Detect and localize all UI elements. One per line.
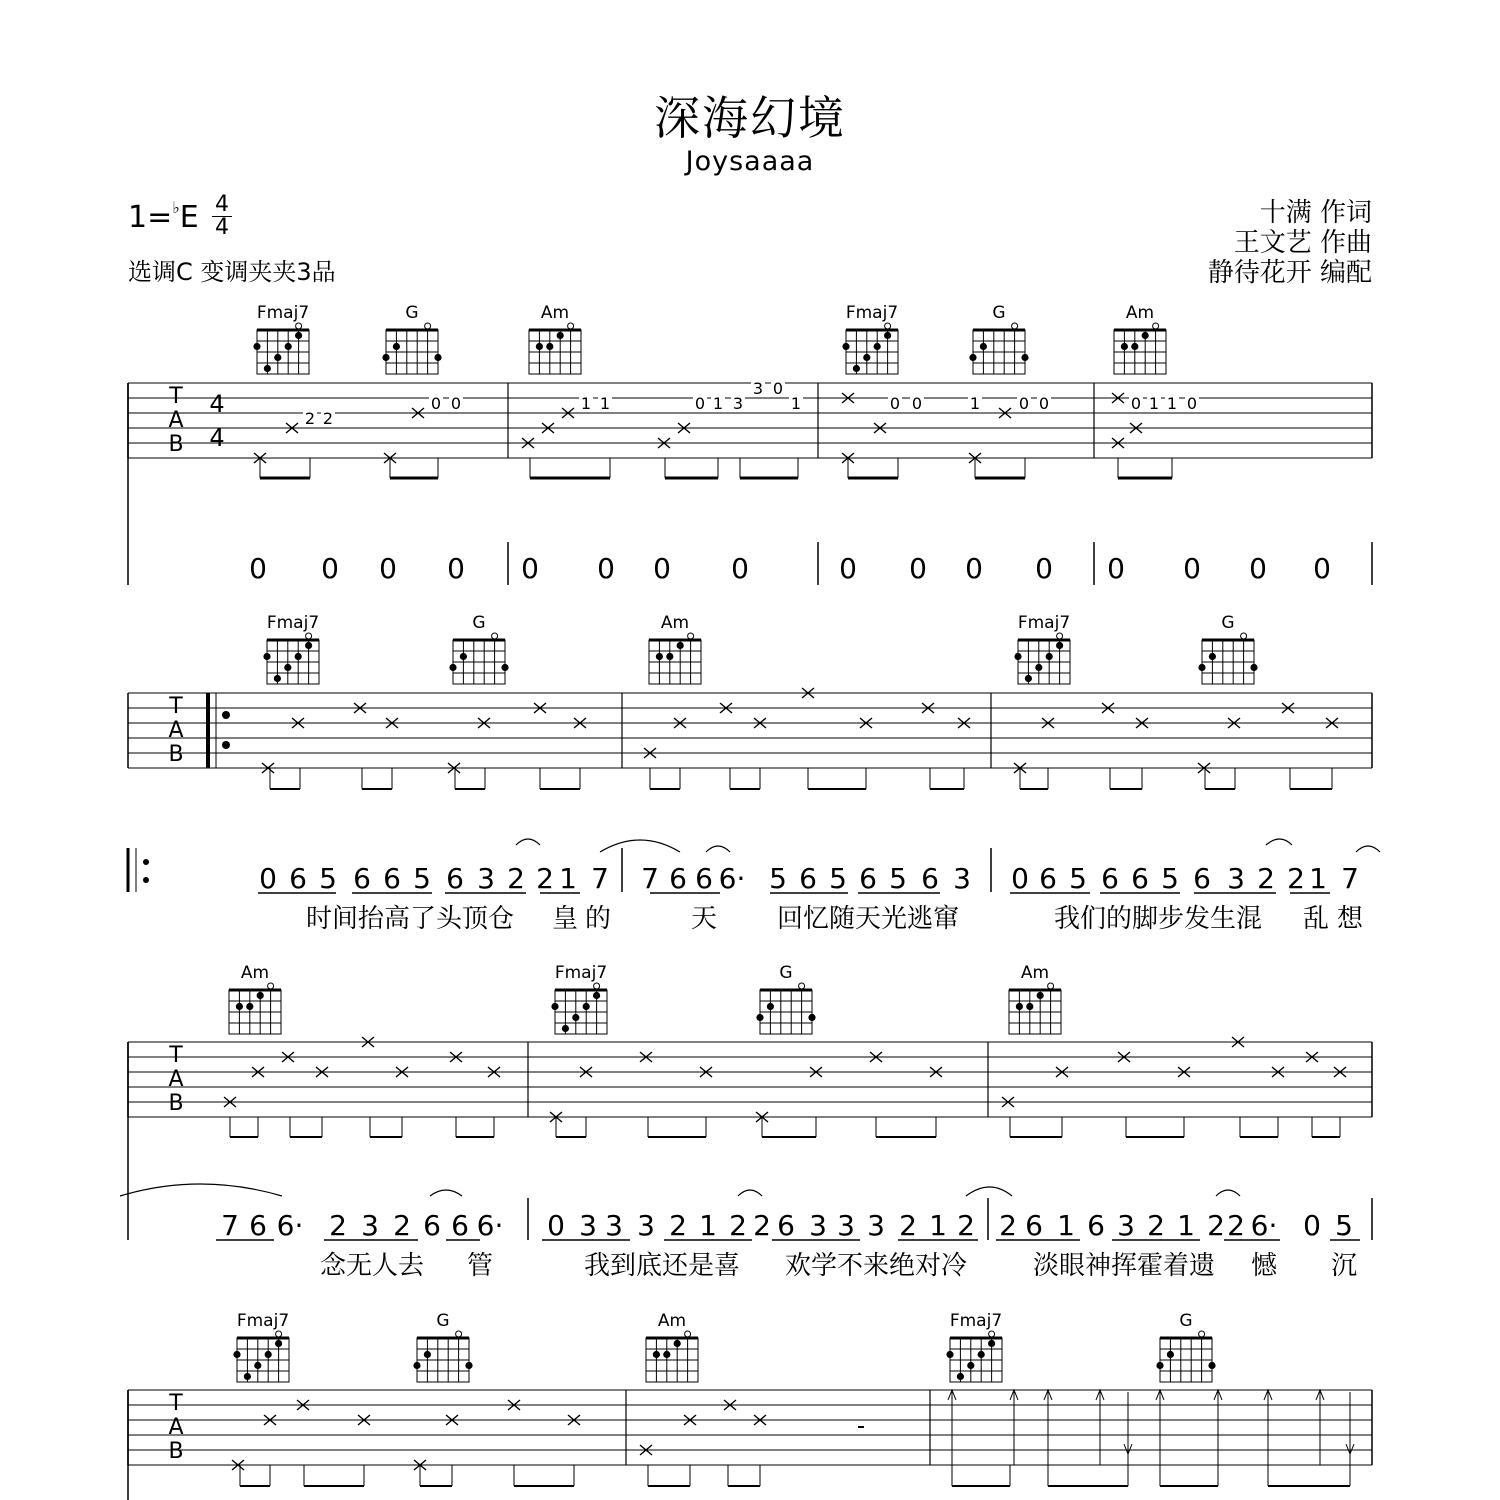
jianpu-note: 6 [1101, 862, 1119, 895]
jianpu-note: 3 [579, 1209, 597, 1242]
chord-name: Fmaj7 [949, 1311, 1003, 1331]
finger-dot [449, 664, 456, 671]
tab-clef: A [168, 1067, 184, 1092]
open-string [688, 633, 694, 639]
tie [738, 1190, 762, 1196]
finger-dot [967, 1362, 974, 1369]
open-string [885, 323, 891, 329]
jianpu-note: 1 [1309, 862, 1327, 895]
jianpu-note: 0 [259, 862, 277, 895]
jianpu-note: 0 [731, 552, 749, 585]
jianpu-note: 3 [809, 1209, 827, 1242]
open-string [492, 633, 498, 639]
jianpu-note: 0 [249, 552, 267, 585]
finger-dot [393, 343, 400, 350]
chord-name: G [779, 963, 793, 983]
tab-number: 0 [1186, 394, 1198, 413]
tab-number: 1 [599, 394, 611, 413]
finger-dot [434, 354, 441, 361]
jianpu-note: 2 [1147, 1209, 1165, 1242]
jianpu-note: 3 [361, 1209, 379, 1242]
open-string [799, 983, 805, 989]
finger-dot [274, 675, 281, 682]
jianpu-note: 1 [929, 1209, 947, 1242]
tab-number: 0 [1130, 394, 1142, 413]
chord-name: G [405, 303, 419, 323]
tie [1216, 1190, 1240, 1196]
finger-dot [1026, 1003, 1033, 1010]
jianpu-note: 3 [837, 1209, 855, 1242]
finger-dot [1016, 1003, 1023, 1010]
finger-dot [254, 1362, 261, 1369]
composer-credit: 王文艺 作曲 [1233, 228, 1372, 258]
jianpu-note: 0 [1303, 1209, 1321, 1242]
finger-dot [236, 1003, 243, 1010]
finger-dot [1209, 653, 1216, 660]
tab-number: 0 [694, 394, 706, 413]
jianpu-note: 5 [1335, 1209, 1353, 1242]
chord-name: Am [1125, 303, 1155, 323]
jianpu-note: 2 [1287, 862, 1305, 895]
open-string [276, 1331, 282, 1337]
jianpu-note: 0 [965, 552, 983, 585]
jianpu-note: 6 [921, 862, 939, 895]
jianpu-note: 1 [1177, 1209, 1195, 1242]
finger-dot [884, 332, 891, 339]
tab-number: 0 [889, 394, 901, 413]
jianpu-note: 2 [507, 862, 525, 895]
jianpu-note: 3 [1117, 1209, 1135, 1242]
tab-clef: T [169, 1391, 183, 1416]
open-string [568, 323, 574, 329]
repeat-dot [222, 741, 230, 749]
open-string [594, 983, 600, 989]
jianpu-note: 6 [695, 862, 713, 895]
tie [706, 846, 730, 852]
finger-dot [382, 354, 389, 361]
jianpu-note: 1 [1057, 1209, 1075, 1242]
jianpu-note: 6 [859, 862, 877, 895]
repeat-dot [222, 711, 230, 719]
chord-name: G [992, 303, 1006, 323]
chord-name: Am [540, 303, 570, 323]
time-sig-top: 4 [215, 192, 229, 217]
jianpu-note: 2 [1257, 862, 1275, 895]
open-string [456, 1331, 462, 1337]
open-string [268, 983, 274, 989]
finger-dot [957, 1373, 964, 1380]
finger-dot [275, 1340, 282, 1347]
finger-dot [593, 992, 600, 999]
tab-clef: A [168, 718, 184, 743]
tab-time-bottom: 4 [209, 424, 225, 452]
jianpu-note: 0 [597, 552, 615, 585]
jianpu-note: 1 [699, 1209, 717, 1242]
tab-number: 1 [790, 394, 802, 413]
jianpu-note: 3 [477, 862, 495, 895]
chord-name: Am [660, 613, 690, 633]
finger-dot [653, 1351, 660, 1358]
finger-dot [1250, 664, 1257, 671]
time-sig-bottom: 4 [212, 216, 232, 239]
jianpu-note: 7 [221, 1209, 239, 1242]
tab-number: 1 [1166, 394, 1178, 413]
tab-number: 0 [772, 379, 784, 398]
jianpu-note: 2 [536, 862, 554, 895]
finger-dot [1167, 1351, 1174, 1358]
jianpu-note: 5 [319, 862, 337, 895]
jianpu-note: 5 [1161, 862, 1179, 895]
jianpu-note: 0 [1011, 862, 1029, 895]
chord-name: Am [657, 1311, 687, 1331]
jianpu-note: 0 [547, 1209, 565, 1242]
finger-dot [1037, 992, 1044, 999]
lyric: 天 [690, 904, 718, 934]
finger-dot [674, 1340, 681, 1347]
jianpu-note: 6· [1250, 1209, 1278, 1242]
finger-dot [978, 1351, 985, 1358]
finger-dot [969, 354, 976, 361]
open-string [1241, 633, 1247, 639]
lyric: 管 [466, 1251, 494, 1281]
jianpu-note: 6 [249, 1209, 267, 1242]
artist-name: Joysaaaa [685, 146, 815, 177]
finger-dot [1121, 343, 1128, 350]
finger-dot [265, 1351, 272, 1358]
open-string [1012, 323, 1018, 329]
lyric: 我们的脚步发生混 [1053, 904, 1263, 934]
lyric: 时间抬高了头顶仓 [305, 904, 515, 934]
finger-dot [808, 1014, 815, 1021]
finger-dot [980, 343, 987, 350]
jianpu-note: 6 [423, 1209, 441, 1242]
jianpu-note: 2 [899, 1209, 917, 1242]
jianpu-note: 2 [329, 1209, 347, 1242]
chord-name: Fmaj7 [266, 613, 320, 633]
jianpu-note: 2 [393, 1209, 411, 1242]
jianpu-note: 6· [718, 862, 746, 895]
lyric: 念无人去 [319, 1251, 425, 1281]
tie [1266, 839, 1292, 845]
tab-number: 0 [450, 394, 462, 413]
tab-number: 1 [580, 394, 592, 413]
tab-number: 1 [969, 394, 981, 413]
finger-dot [1142, 332, 1149, 339]
tie [600, 840, 680, 852]
finger-dot [1156, 1362, 1163, 1369]
chord-name: Fmaj7 [256, 303, 310, 323]
finger-dot [1056, 642, 1063, 649]
open-string [1153, 323, 1159, 329]
tab-clef: T [169, 384, 183, 409]
key-note: E [179, 200, 199, 235]
jianpu-note: 0 [1313, 552, 1331, 585]
tab-number: 0 [1018, 394, 1030, 413]
jianpu-note: 3 [953, 862, 971, 895]
repeat-dot [143, 877, 149, 883]
finger-dot [663, 1351, 670, 1358]
jianpu-note: 2 [1207, 1209, 1225, 1242]
arranger-credit: 静待花开 编配 [1207, 258, 1372, 288]
finger-dot [1208, 1362, 1215, 1369]
jianpu-note: 5 [1069, 862, 1087, 895]
jianpu-note: 6 [799, 862, 817, 895]
jianpu-note: 3 [605, 1209, 623, 1242]
jianpu-note: 5 [769, 862, 787, 895]
lyric: 的 [584, 904, 612, 934]
open-string [1057, 633, 1063, 639]
jianpu-note: 6 [451, 1209, 469, 1242]
finger-dot [1198, 664, 1205, 671]
tab-number: 3 [752, 379, 764, 398]
lyricist-credit: 十满 作词 [1259, 198, 1372, 228]
tab-number: 1 [1148, 394, 1160, 413]
tab-clef: T [169, 1043, 183, 1068]
open-string [1199, 1331, 1205, 1337]
open-string [425, 323, 431, 329]
jianpu-note: 6· [476, 1209, 504, 1242]
tab-clef: B [168, 1091, 184, 1116]
finger-dot [244, 1373, 251, 1380]
finger-dot [666, 653, 673, 660]
finger-dot [572, 1014, 579, 1021]
jianpu-note: 6 [669, 862, 687, 895]
finger-dot [863, 354, 870, 361]
finger-dot [501, 664, 508, 671]
finger-dot [263, 653, 270, 660]
finger-dot [853, 365, 860, 372]
finger-dot [756, 1014, 763, 1021]
jianpu-note: 0 [1107, 552, 1125, 585]
tab-number: 1 [712, 394, 724, 413]
finger-dot [253, 343, 260, 350]
open-string [296, 323, 302, 329]
jianpu-note: 6· [276, 1209, 304, 1242]
jianpu-note: 2 [999, 1209, 1017, 1242]
lyric: 憾 [1250, 1251, 1278, 1281]
jianpu-note: 2 [729, 1209, 747, 1242]
finger-dot [246, 1003, 253, 1010]
chord-name: G [1221, 613, 1235, 633]
finger-dot [583, 1003, 590, 1010]
jianpu-note: 0 [321, 552, 339, 585]
lyric: 我到底还是喜 [583, 1251, 741, 1281]
tab-time-top: 4 [209, 390, 225, 418]
key-prefix: 1= [128, 200, 173, 235]
finger-dot [874, 343, 881, 350]
jianpu-note: 6 [1087, 1209, 1105, 1242]
finger-dot [677, 642, 684, 649]
finger-dot [274, 354, 281, 361]
tie [516, 839, 540, 845]
jianpu-note: 6 [289, 862, 307, 895]
tie [966, 1187, 1012, 1196]
open-string [306, 633, 312, 639]
chord-name: Fmaj7 [554, 963, 608, 983]
chord-name: G [436, 1311, 450, 1331]
finger-dot [562, 1025, 569, 1032]
tab-clef: T [169, 694, 183, 719]
jianpu-note: 6 [777, 1209, 795, 1242]
open-string [685, 1331, 691, 1337]
lyric: 回忆随天光逃窜 [776, 904, 960, 934]
jianpu-note: 2 [669, 1209, 687, 1242]
finger-dot [1035, 664, 1042, 671]
jianpu-note: 0 [521, 552, 539, 585]
tab-clef: B [168, 742, 184, 767]
jianpu-note: 0 [653, 552, 671, 585]
song-title: 深海幻境 [654, 91, 846, 145]
jianpu-note: 1 [559, 862, 577, 895]
jianpu-note: 0 [1035, 552, 1053, 585]
finger-dot [285, 343, 292, 350]
tie [430, 1190, 462, 1196]
tie [120, 1184, 282, 1196]
chord-name: G [1179, 1311, 1193, 1331]
chord-name: Fmaj7 [1017, 613, 1071, 633]
jianpu-note: 6 [353, 862, 371, 895]
jianpu-note: 2 [957, 1209, 975, 1242]
jianpu-note: 6 [1131, 862, 1149, 895]
jianpu-note: 3 [637, 1209, 655, 1242]
jianpu-note: 3 [867, 1209, 885, 1242]
finger-dot [424, 1351, 431, 1358]
tab-clef: B [168, 432, 184, 457]
jianpu-note: 5 [413, 862, 431, 895]
finger-dot [946, 1351, 953, 1358]
jianpu-note: 7 [641, 862, 659, 895]
finger-dot [460, 653, 467, 660]
finger-dot [295, 653, 302, 660]
finger-dot [257, 992, 264, 999]
jianpu-note: 7 [591, 862, 609, 895]
jianpu-note: 0 [447, 552, 465, 585]
jianpu-note: 2 [1227, 1209, 1245, 1242]
tab-number: 0 [911, 394, 923, 413]
jianpu-note: 0 [1183, 552, 1201, 585]
finger-dot [264, 365, 271, 372]
jianpu-note: 3 [1227, 862, 1245, 895]
chord-name: Am [240, 963, 270, 983]
jianpu-note: 6 [446, 862, 464, 895]
lyric: 想 [1336, 904, 1364, 934]
finger-dot [656, 653, 663, 660]
jianpu-note: 2 [753, 1209, 771, 1242]
repeat-dot [143, 859, 149, 865]
lyric: 乱 [1302, 904, 1330, 934]
finger-dot [233, 1351, 240, 1358]
open-string [1048, 983, 1054, 989]
lyric: 皇 [551, 904, 579, 934]
finger-dot [767, 1003, 774, 1010]
jianpu-note: 0 [909, 552, 927, 585]
finger-dot [413, 1362, 420, 1369]
tab-number: 2 [322, 409, 334, 428]
finger-dot [305, 642, 312, 649]
jianpu-note: 6 [1193, 862, 1211, 895]
flat-sign: ♭ [172, 198, 180, 217]
lyric: 沉 [1330, 1251, 1358, 1281]
tab-number: 0 [1038, 394, 1050, 413]
finger-dot [988, 1340, 995, 1347]
finger-dot [1025, 675, 1032, 682]
finger-dot [284, 664, 291, 671]
tie [1356, 846, 1380, 852]
finger-dot [465, 1362, 472, 1369]
chord-name: Fmaj7 [845, 303, 899, 323]
finger-dot [842, 343, 849, 350]
jianpu-note: 6 [383, 862, 401, 895]
jianpu-note: 0 [379, 552, 397, 585]
jianpu-note: 7 [1341, 862, 1359, 895]
chord-name: Fmaj7 [236, 1311, 290, 1331]
finger-dot [295, 332, 302, 339]
finger-dot [1131, 343, 1138, 350]
finger-dot [557, 332, 564, 339]
tab-number: 3 [732, 394, 744, 413]
lyric: 淡眼神挥霍着遗 [1032, 1251, 1216, 1281]
chord-name: G [472, 613, 486, 633]
finger-dot [546, 343, 553, 350]
finger-dot [1014, 653, 1021, 660]
open-string [989, 1331, 995, 1337]
tab-clef: B [168, 1439, 184, 1464]
jianpu-note: 6 [1025, 1209, 1043, 1242]
jianpu-note: 0 [839, 552, 857, 585]
tab-number: 2 [304, 409, 316, 428]
jianpu-note: 0 [1249, 552, 1267, 585]
jianpu-note: 5 [889, 862, 907, 895]
capo-note: 选调C 变调夹夹3品 [128, 258, 336, 286]
jianpu-note: 6 [1039, 862, 1057, 895]
tab-number: 0 [430, 394, 442, 413]
chord-name: Am [1020, 963, 1050, 983]
finger-dot [536, 343, 543, 350]
finger-dot [1046, 653, 1053, 660]
finger-dot [551, 1003, 558, 1010]
tab-clef: A [168, 408, 184, 433]
finger-dot [1021, 354, 1028, 361]
tab-clef: A [168, 1415, 184, 1440]
jianpu-note: 5 [829, 862, 847, 895]
lyric: 欢学不来绝对冷 [784, 1251, 968, 1281]
